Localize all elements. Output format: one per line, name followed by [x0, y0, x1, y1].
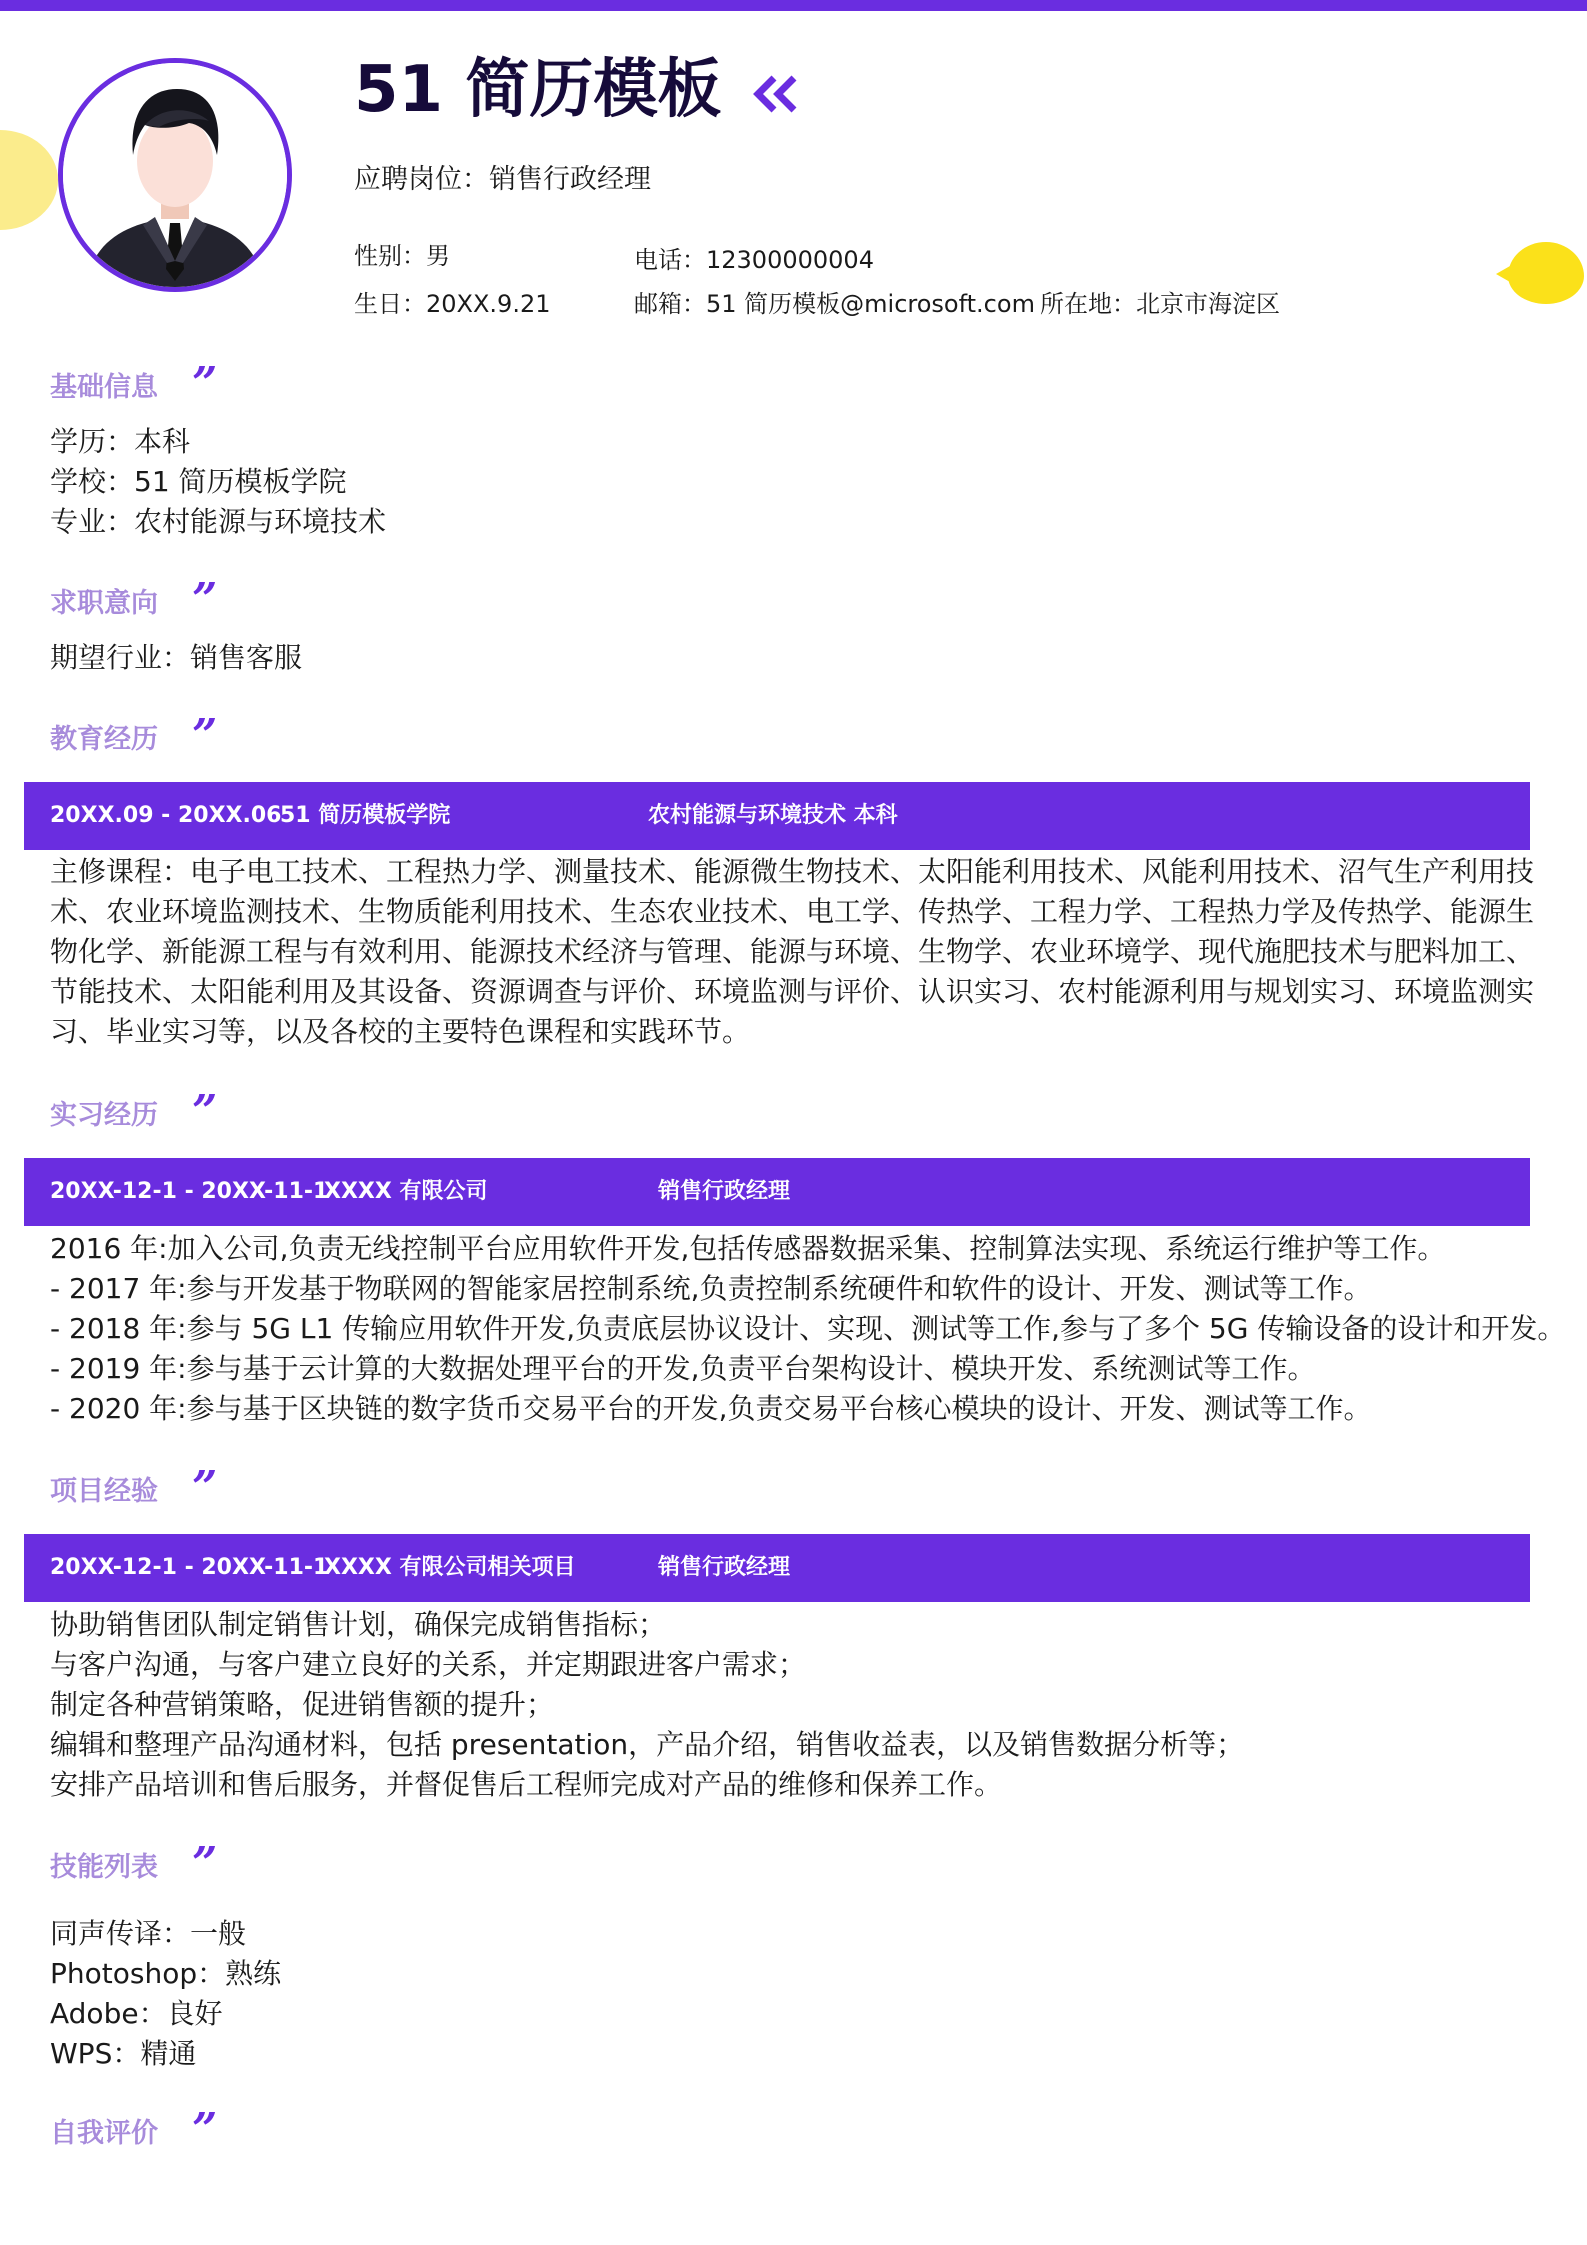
list-item: 术、农业环境监测技术、生物质能利用技术、生态农业技术、电工学、传热学、工程力学、工程热力学及传热学、能源生: [50, 895, 1535, 928]
list-item: 期望行业：销售客服: [50, 641, 303, 674]
email: 邮箱：51 简历模板@microsoft.com: [634, 290, 1035, 318]
double-chevron-left-icon: [750, 74, 800, 114]
list-item: 制定各种营销策略，促进销售额的提升；: [50, 1688, 555, 1721]
list-item: 专业：农村能源与环境技术: [50, 505, 387, 538]
list-item: - 2019 年:参与基于云计算的大数据处理平台的开发,负责平台架构设计、模块开发、系统测试等工作。: [50, 1352, 1316, 1385]
section-title-education: 教育经历: [50, 724, 158, 755]
birthday: 生日：20XX.9.21: [354, 290, 551, 318]
list-item: 与客户沟通，与客户建立良好的关系，并定期跟进客户需求；: [50, 1648, 807, 1681]
education-courses: [50, 852, 1534, 1052]
person-avatar-icon: [63, 63, 287, 287]
skills-list: [50, 1914, 281, 2074]
project-name: XXXX 有限公司相关项目: [324, 1555, 576, 1580]
section-title-intent: 求职意向: [50, 588, 158, 619]
decorative-yellow-circle: [0, 130, 58, 230]
list-item: WPS：精通: [50, 2037, 197, 2070]
list-item: 节能技术、太阳能利用及其设备、资源调查与评价、环境监测与评价、认识实习、农村能源利用与规划实习、环境监测实: [50, 975, 1535, 1008]
education-date: 20XX.09 - 20XX.06: [50, 803, 282, 828]
gender: 性别：男: [354, 242, 450, 270]
section-title-internship: 实习经历: [50, 1100, 158, 1131]
top-accent-bar: [0, 0, 1587, 11]
basic-info-list: [50, 422, 386, 542]
quote-mark-icon: ”: [192, 1462, 218, 1513]
quote-mark-icon: ”: [192, 2104, 218, 2155]
quote-mark-icon: ”: [192, 710, 218, 761]
list-item: 2016 年:加入公司,负责无线控制平台应用软件开发,包括传感器数据采集、控制算法实现、系统运行维护等工作。: [50, 1232, 1446, 1265]
list-item: - 2020 年:参与基于区块链的数字货币交易平台的开发,负责交易平台核心模块的设计、开发、测试等工作。: [50, 1392, 1372, 1425]
project-role: 销售行政经理: [658, 1555, 791, 1580]
section-title-self: 自我评价: [50, 2118, 158, 2149]
quote-mark-icon: ”: [192, 1086, 218, 1137]
resume-name: 51 简历模板: [354, 53, 722, 127]
section-title-skills: 技能列表: [50, 1852, 158, 1883]
location: 所在地：北京市海淀区: [1040, 290, 1280, 318]
list-item: 安排产品培训和售后服务，并督促售后工程师完成对产品的维修和保养工作。: [50, 1768, 1003, 1801]
decorative-yellow-dot: [1508, 242, 1584, 304]
applied-position: 应聘岗位：销售行政经理: [354, 164, 651, 195]
project-header-bar: [24, 1534, 1530, 1602]
list-item: 协助销售团队制定销售计划，确保完成销售指标；: [50, 1608, 667, 1641]
education-major: 农村能源与环境技术 本科: [648, 803, 898, 828]
list-item: 物化学、新能源工程与有效利用、能源技术经济与管理、能源与环境、生物学、农业环境学、现代施肥技术与肥料加工、: [50, 935, 1535, 968]
education-header-bar: [24, 782, 1530, 850]
education-school: 51 简历模板学院: [280, 803, 451, 828]
phone: 电话：12300000004: [634, 246, 874, 274]
list-item: 同声传译：一般: [50, 1917, 247, 1950]
section-title-basic: 基础信息: [50, 372, 158, 403]
internship-header-bar: [24, 1158, 1530, 1226]
list-item: 学校：51 简历模板学院: [50, 465, 347, 498]
list-item: 习、毕业实习等，以及各校的主要特色课程和实践环节。: [50, 1015, 751, 1048]
list-item: Photoshop：熟练: [50, 1957, 282, 1990]
internship-date: 20XX-12-1 - 20XX-11-1: [50, 1179, 329, 1204]
list-item: 主修课程：电子电工技术、工程热力学、测量技术、能源微生物技术、太阳能利用技术、风能利用技术、沼气生产利用技: [50, 855, 1535, 888]
list-item: 学历：本科: [50, 425, 191, 458]
section-title-project: 项目经验: [50, 1476, 158, 1507]
quote-mark-icon: ”: [192, 1838, 218, 1889]
list-item: - 2018 年:参与 5G L1 传输应用软件开发,负责底层协议设计、实现、测试等工作,参与了多个 5G 传输设备的设计和开发。: [50, 1312, 1566, 1345]
internship-role: 销售行政经理: [658, 1179, 791, 1204]
quote-mark-icon: ”: [192, 574, 218, 625]
project-date: 20XX-12-1 - 20XX-11-1: [50, 1555, 329, 1580]
intent-list: [50, 638, 302, 678]
internship-company: XXXX 有限公司: [324, 1179, 488, 1204]
list-item: 编辑和整理产品沟通材料，包括 presentation，产品介绍，销售收益表，以及销售数据分析等；: [50, 1728, 1245, 1761]
list-item: - 2017 年:参与开发基于物联网的智能家居控制系统,负责控制系统硬件和软件的设计、开发、测试等工作。: [50, 1272, 1372, 1305]
list-item: Adobe：良好: [50, 1997, 223, 2030]
quote-mark-icon: ”: [192, 358, 218, 409]
avatar: [58, 58, 292, 292]
project-details: [50, 1605, 1244, 1805]
internship-details: [50, 1229, 1565, 1429]
